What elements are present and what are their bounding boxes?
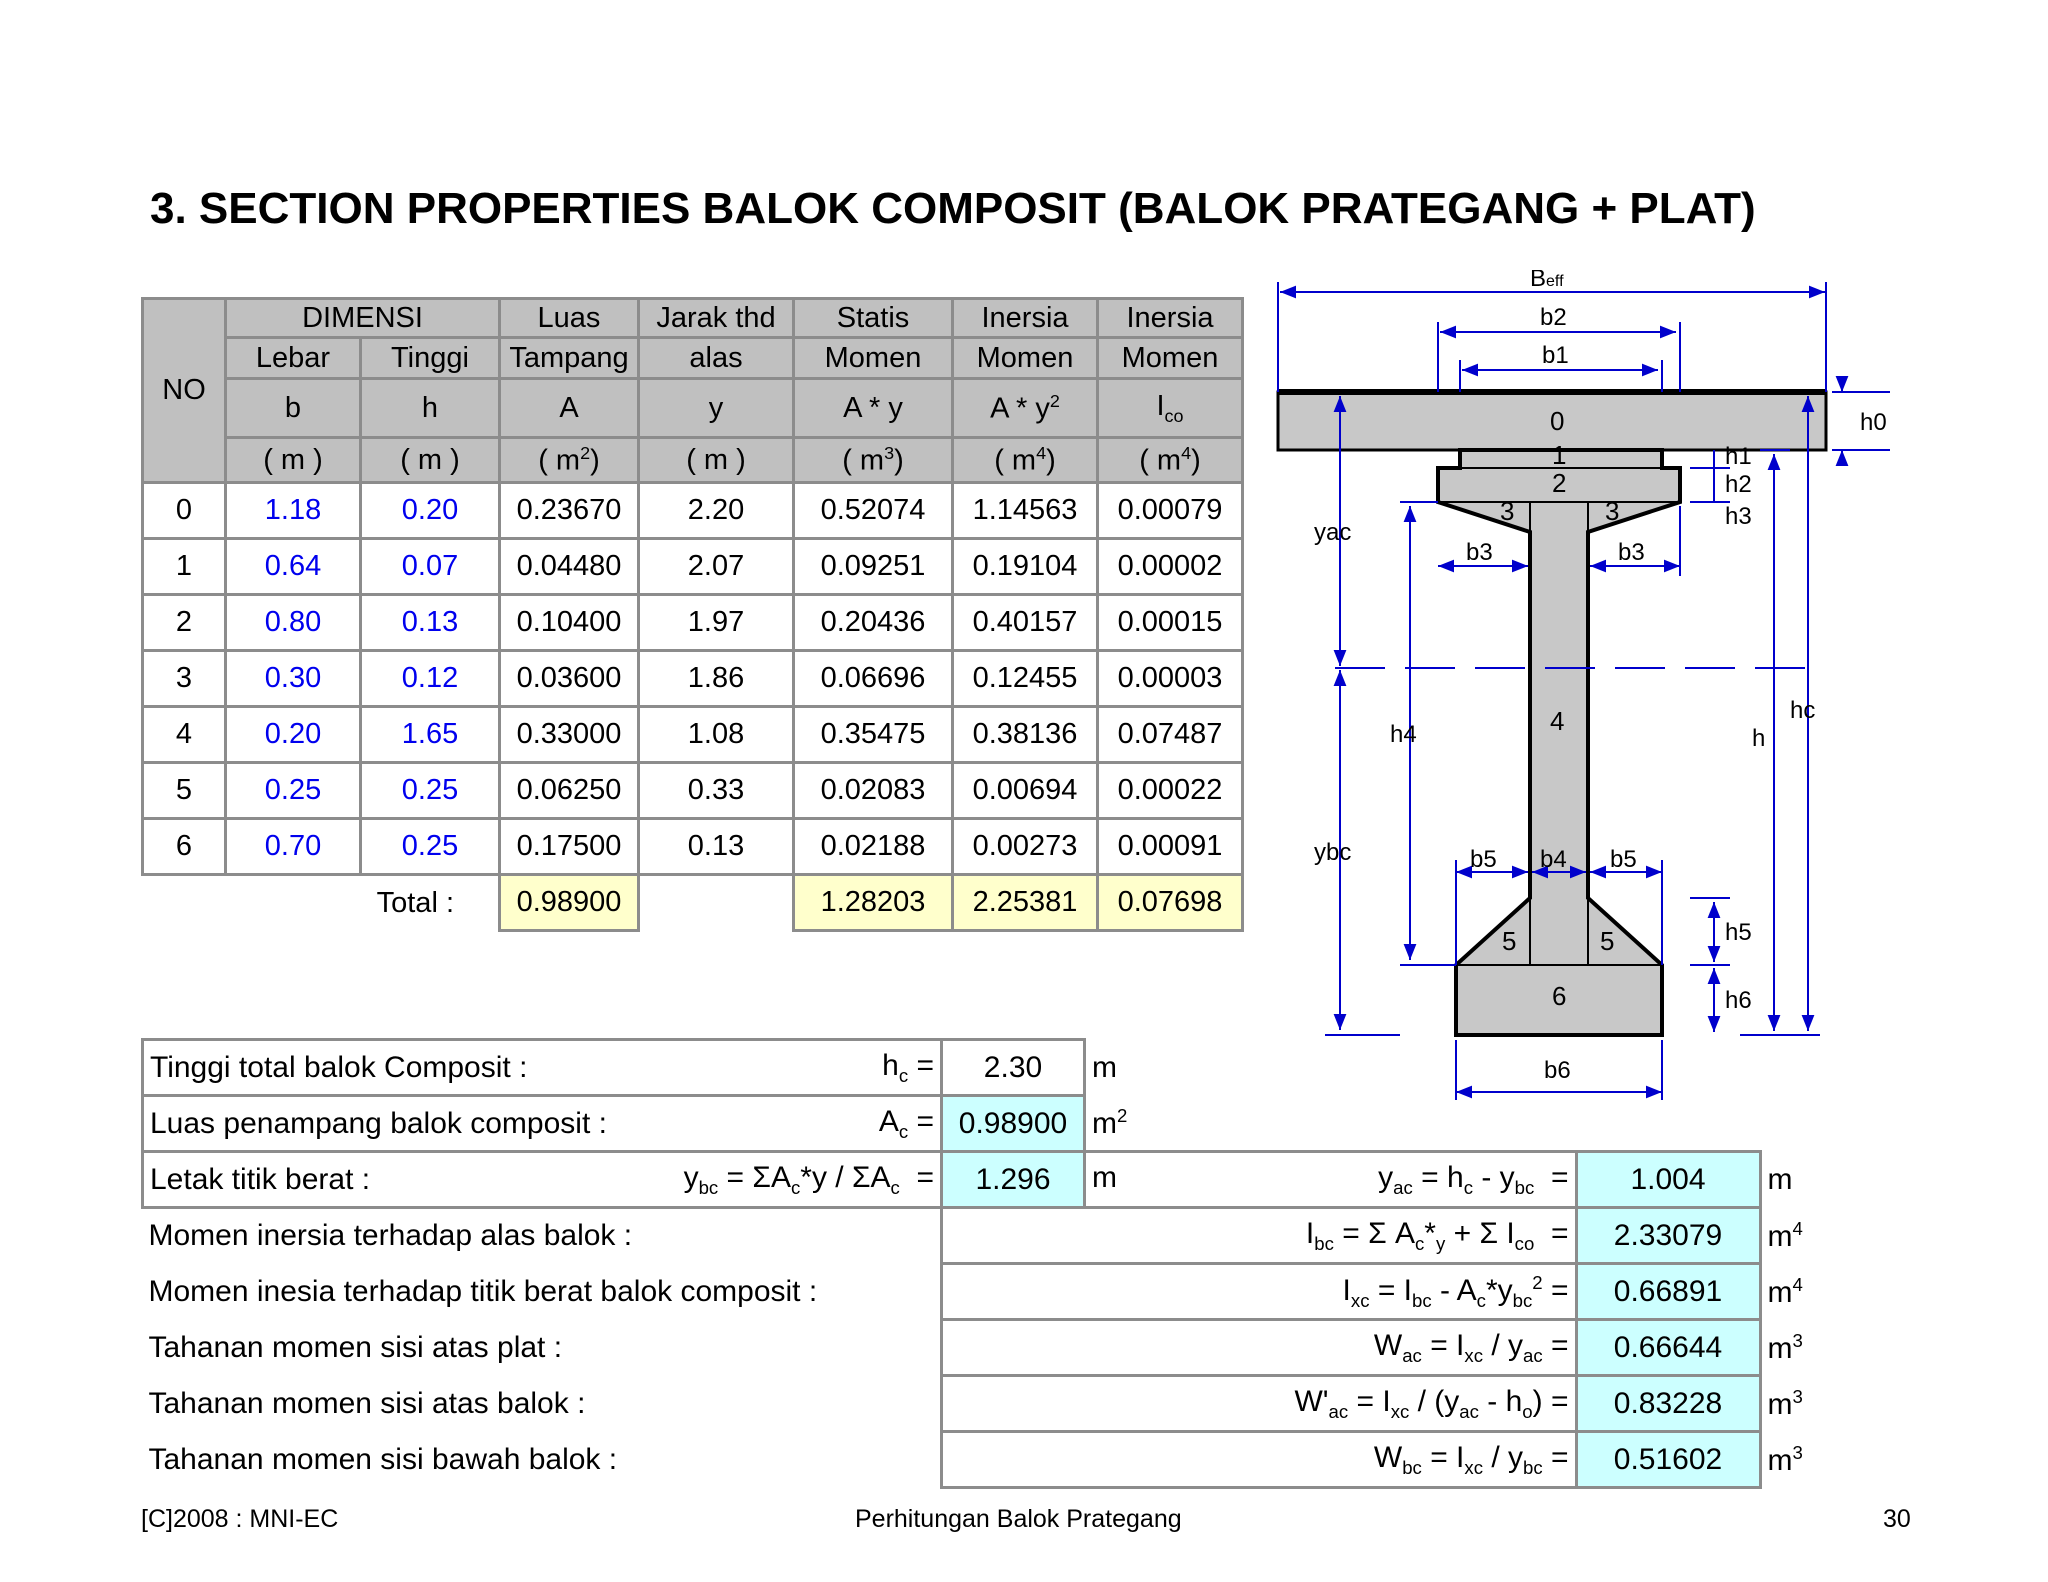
- cell-Ay2: 0.00273: [953, 819, 1098, 875]
- cell-h: 0.25: [361, 819, 500, 875]
- cell-y: 0.33: [639, 763, 794, 819]
- cell-Ico: 0.00003: [1098, 651, 1243, 707]
- label-b1: b1: [1542, 342, 1569, 369]
- label-b6: b6: [1544, 1057, 1571, 1084]
- cell-Ico: 0.00015: [1098, 595, 1243, 651]
- cell-Ay2: 0.12455: [953, 651, 1098, 707]
- cell-b: 0.25: [226, 763, 361, 819]
- cell-Ico: 0.07487: [1098, 707, 1243, 763]
- Ibc-unit: $m^4$: [1767, 1217, 1803, 1253]
- total-Ay: 1.28203: [794, 875, 953, 931]
- cell-b: 0.80: [226, 595, 361, 651]
- cell-A: 0.10400: [500, 595, 639, 651]
- unit-Ico: ( $m^4$): [1098, 438, 1243, 483]
- label-b3-left: b3: [1466, 539, 1493, 566]
- cell-y: 1.86: [639, 651, 794, 707]
- hc-unit: m: [1092, 1050, 1117, 1084]
- cell-no: 5: [143, 763, 226, 819]
- cell-no: 2: [143, 595, 226, 651]
- part-label-2: 2: [1552, 468, 1567, 498]
- Wac-formula: $W_{ac} = I_{xc} / y_{ac}$ =: [942, 1320, 1577, 1376]
- symbol-Ay2: A * $y^2$: [953, 379, 1098, 438]
- cell-Ay: 0.02083: [794, 763, 953, 819]
- cell-h: 1.65: [361, 707, 500, 763]
- cell-A: 0.17500: [500, 819, 639, 875]
- result-row-Ibc: [143, 1208, 1814, 1264]
- cell-Ay2: 0.00694: [953, 763, 1098, 819]
- result-row-ybc: [143, 1152, 1814, 1208]
- label-h0: h0: [1860, 409, 1887, 436]
- hc-formula: $h_c$ =: [628, 1040, 942, 1096]
- footer-copyright: [C]2008 : MNI-EC: [141, 1505, 339, 1533]
- label-b5-right: b5: [1610, 846, 1637, 873]
- cell-Ico: 0.00079: [1098, 483, 1243, 539]
- cell-b: 0.30: [226, 651, 361, 707]
- yac-unit: m: [1767, 1162, 1793, 1196]
- Wac-unit: $m^3$: [1767, 1329, 1803, 1365]
- part-label-3-right: 3: [1605, 496, 1620, 526]
- part-label-3-left: 3: [1500, 496, 1515, 526]
- total-label: Total :: [143, 875, 500, 931]
- result-row-Wac: [143, 1320, 1814, 1376]
- part-label-5-right: 5: [1600, 926, 1615, 956]
- part-label-4: 4: [1550, 706, 1565, 736]
- label-yac: yac: [1314, 519, 1352, 546]
- cell-Ay: 0.02188: [794, 819, 953, 875]
- cell-b: 0.64: [226, 539, 361, 595]
- Wac-label: Tahanan momen sisi atas plat :: [148, 1330, 563, 1364]
- part-label-1: 1: [1552, 440, 1567, 470]
- label-h: h: [1752, 725, 1766, 752]
- symbol-h: h: [361, 379, 500, 438]
- label-hc: hc: [1790, 697, 1816, 724]
- Ixc-label: Momen inesia terhadap titik berat balok composit :: [148, 1274, 818, 1308]
- cell-b: 1.18: [226, 483, 361, 539]
- Ibc-label: Momen inersia terhadap alas balok :: [148, 1219, 633, 1253]
- result-row-Ixc: [143, 1264, 1814, 1320]
- label-h4: h4: [1390, 721, 1417, 748]
- col-header-lebar: Lebar: [226, 338, 361, 379]
- col-header-momen-2: Momen: [953, 338, 1098, 379]
- table-row: [143, 483, 1243, 539]
- label-h2: h2: [1725, 471, 1752, 498]
- Wac2-label: Tahanan momen sisi atas balok :: [148, 1386, 586, 1420]
- page-number: 30: [1883, 1505, 1911, 1533]
- col-header-inersia: Inersia: [953, 299, 1098, 338]
- cell-y: 1.97: [639, 595, 794, 651]
- ybc-value: 1.296: [942, 1152, 1085, 1208]
- cell-no: 4: [143, 707, 226, 763]
- unit-b: ( m ): [226, 438, 361, 483]
- label-h3: h3: [1725, 503, 1752, 530]
- col-header-momen-3: Momen: [1098, 338, 1243, 379]
- cell-Ay: 0.06696: [794, 651, 953, 707]
- cell-Ay: 0.52074: [794, 483, 953, 539]
- Wac-value: 0.66644: [1576, 1320, 1760, 1376]
- symbol-Ico: $I_{co}$: [1098, 379, 1243, 438]
- Ibc-value: 2.33079: [1576, 1208, 1760, 1264]
- Wac2-unit: $m^3$: [1767, 1385, 1803, 1421]
- cross-section-diagram: [1270, 270, 1910, 1110]
- Wbc-value: 0.51602: [1576, 1432, 1760, 1488]
- Wac2-value: 0.83228: [1576, 1376, 1760, 1432]
- symbol-A: A: [500, 379, 639, 438]
- total-Ico: 0.07698: [1098, 875, 1243, 931]
- cell-Ay2: 1.14563: [953, 483, 1098, 539]
- Ixc-formula: $I_{xc} = I_{bc} - A_c*y_{bc}^2$ =: [942, 1264, 1577, 1320]
- col-header-tampang: Tampang: [500, 338, 639, 379]
- cell-h: 0.20: [361, 483, 500, 539]
- label-b2: b2: [1540, 304, 1567, 331]
- Ixc-unit: $m^4$: [1767, 1273, 1803, 1309]
- label-b5-left: b5: [1470, 846, 1497, 873]
- cell-Ay: 0.35475: [794, 707, 953, 763]
- cell-h: 0.07: [361, 539, 500, 595]
- Ac-label: Luas penampang balok composit :: [143, 1096, 629, 1152]
- label-h1: h1: [1725, 443, 1752, 470]
- cell-A: 0.04480: [500, 539, 639, 595]
- symbol-y: y: [639, 379, 794, 438]
- hc-value: 2.30: [942, 1040, 1085, 1096]
- cell-b: 0.70: [226, 819, 361, 875]
- label-h6: h6: [1725, 987, 1752, 1014]
- unit-h: ( m ): [361, 438, 500, 483]
- col-header-tinggi: Tinggi: [361, 338, 500, 379]
- cell-no: 6: [143, 819, 226, 875]
- cell-A: 0.23670: [500, 483, 639, 539]
- col-header-no: NO: [143, 299, 226, 483]
- table-row: [143, 707, 1243, 763]
- cell-Ay: 0.20436: [794, 595, 953, 651]
- cell-b: 0.20: [226, 707, 361, 763]
- label-Beff: Beff: [1530, 270, 1564, 292]
- col-header-statis: Statis: [794, 299, 953, 338]
- table-row: [143, 595, 1243, 651]
- yac-formula: m $y_{ac} = h_c - y_{bc}$ =: [1085, 1152, 1577, 1208]
- cell-Ico: 0.00002: [1098, 539, 1243, 595]
- col-header-luas: Luas: [500, 299, 639, 338]
- Ac-formula: $A_c$ =: [628, 1096, 942, 1152]
- Ac-unit: $m^2$: [1092, 1104, 1128, 1140]
- unit-y: ( m ): [639, 438, 794, 483]
- cell-Ay2: 0.40157: [953, 595, 1098, 651]
- table-row: [143, 763, 1243, 819]
- Wbc-unit: $m^3$: [1767, 1441, 1803, 1477]
- symbol-Ay: A * y: [794, 379, 953, 438]
- col-header-alas: alas: [639, 338, 794, 379]
- unit-Ay: ( $m^3$): [794, 438, 953, 483]
- cell-y: 2.07: [639, 539, 794, 595]
- table-row: [143, 539, 1243, 595]
- total-A: 0.98900: [500, 875, 639, 931]
- page-title: 3. SECTION PROPERTIES BALOK COMPOSIT (BALOK PRATEGANG + PLAT): [150, 184, 1756, 233]
- Wac2-formula: $W'_{ac} = I_{xc} / (y_{ac} - h_o)$ =: [942, 1376, 1577, 1432]
- cell-no: 1: [143, 539, 226, 595]
- footer-title: Perhitungan Balok Prategang: [855, 1505, 1182, 1533]
- col-header-dimensi: DIMENSI: [226, 299, 500, 338]
- yac-value: 1.004: [1576, 1152, 1760, 1208]
- cell-Ay2: 0.19104: [953, 539, 1098, 595]
- table-row: [143, 651, 1243, 707]
- Wbc-formula: $W_{bc} = I_{xc} / y_{bc}$ =: [942, 1432, 1577, 1488]
- cell-Ay2: 0.38136: [953, 707, 1098, 763]
- cell-h: 0.13: [361, 595, 500, 651]
- cell-Ay: 0.09251: [794, 539, 953, 595]
- ybc-formula: $y_{bc} = \Sigma A_c*y / \Sigma A_c$ =: [628, 1152, 942, 1208]
- cell-Ico: 0.00091: [1098, 819, 1243, 875]
- cell-y: 2.20: [639, 483, 794, 539]
- part-label-5-left: 5: [1502, 926, 1517, 956]
- part-label-6: 6: [1552, 981, 1567, 1011]
- label-h5: h5: [1725, 919, 1752, 946]
- col-header-jarak: Jarak thd: [639, 299, 794, 338]
- col-header-inersia-co: Inersia: [1098, 299, 1243, 338]
- section-properties-table: [141, 297, 1244, 932]
- result-row-Wac2: [143, 1376, 1814, 1432]
- label-ybc: ybc: [1314, 839, 1352, 866]
- total-Ay2: 2.25381: [953, 875, 1098, 931]
- cell-A: 0.33000: [500, 707, 639, 763]
- table-row: [143, 819, 1243, 875]
- Wbc-label: Tahanan momen sisi bawah balok :: [148, 1442, 618, 1476]
- ybc-label: Letak titik berat :: [143, 1152, 629, 1208]
- cell-y: 1.08: [639, 707, 794, 763]
- cell-no: 3: [143, 651, 226, 707]
- unit-Ay2: ( $m^4$): [953, 438, 1098, 483]
- cell-Ico: 0.00022: [1098, 763, 1243, 819]
- cell-y: 0.13: [639, 819, 794, 875]
- Ibc-formula: $I_{bc} = \Sigma$ $A_c*_y + \Sigma$ $I_{co}$ =: [942, 1208, 1577, 1264]
- cell-h: 0.12: [361, 651, 500, 707]
- label-b4: b4: [1540, 846, 1567, 873]
- part-label-0: 0: [1550, 406, 1565, 436]
- cell-A: 0.06250: [500, 763, 639, 819]
- total-row: [143, 875, 1243, 931]
- cell-A: 0.03600: [500, 651, 639, 707]
- Ixc-value: 0.66891: [1576, 1264, 1760, 1320]
- symbol-b: b: [226, 379, 361, 438]
- cell-no: 0: [143, 483, 226, 539]
- Ac-value: 0.98900: [942, 1096, 1085, 1152]
- cell-h: 0.25: [361, 763, 500, 819]
- result-row-Wbc: [143, 1432, 1814, 1488]
- unit-A: ( $m^2$): [500, 438, 639, 483]
- label-b3-right: b3: [1618, 539, 1645, 566]
- col-header-momen-1: Momen: [794, 338, 953, 379]
- hc-label: Tinggi total balok Composit :: [143, 1040, 629, 1096]
